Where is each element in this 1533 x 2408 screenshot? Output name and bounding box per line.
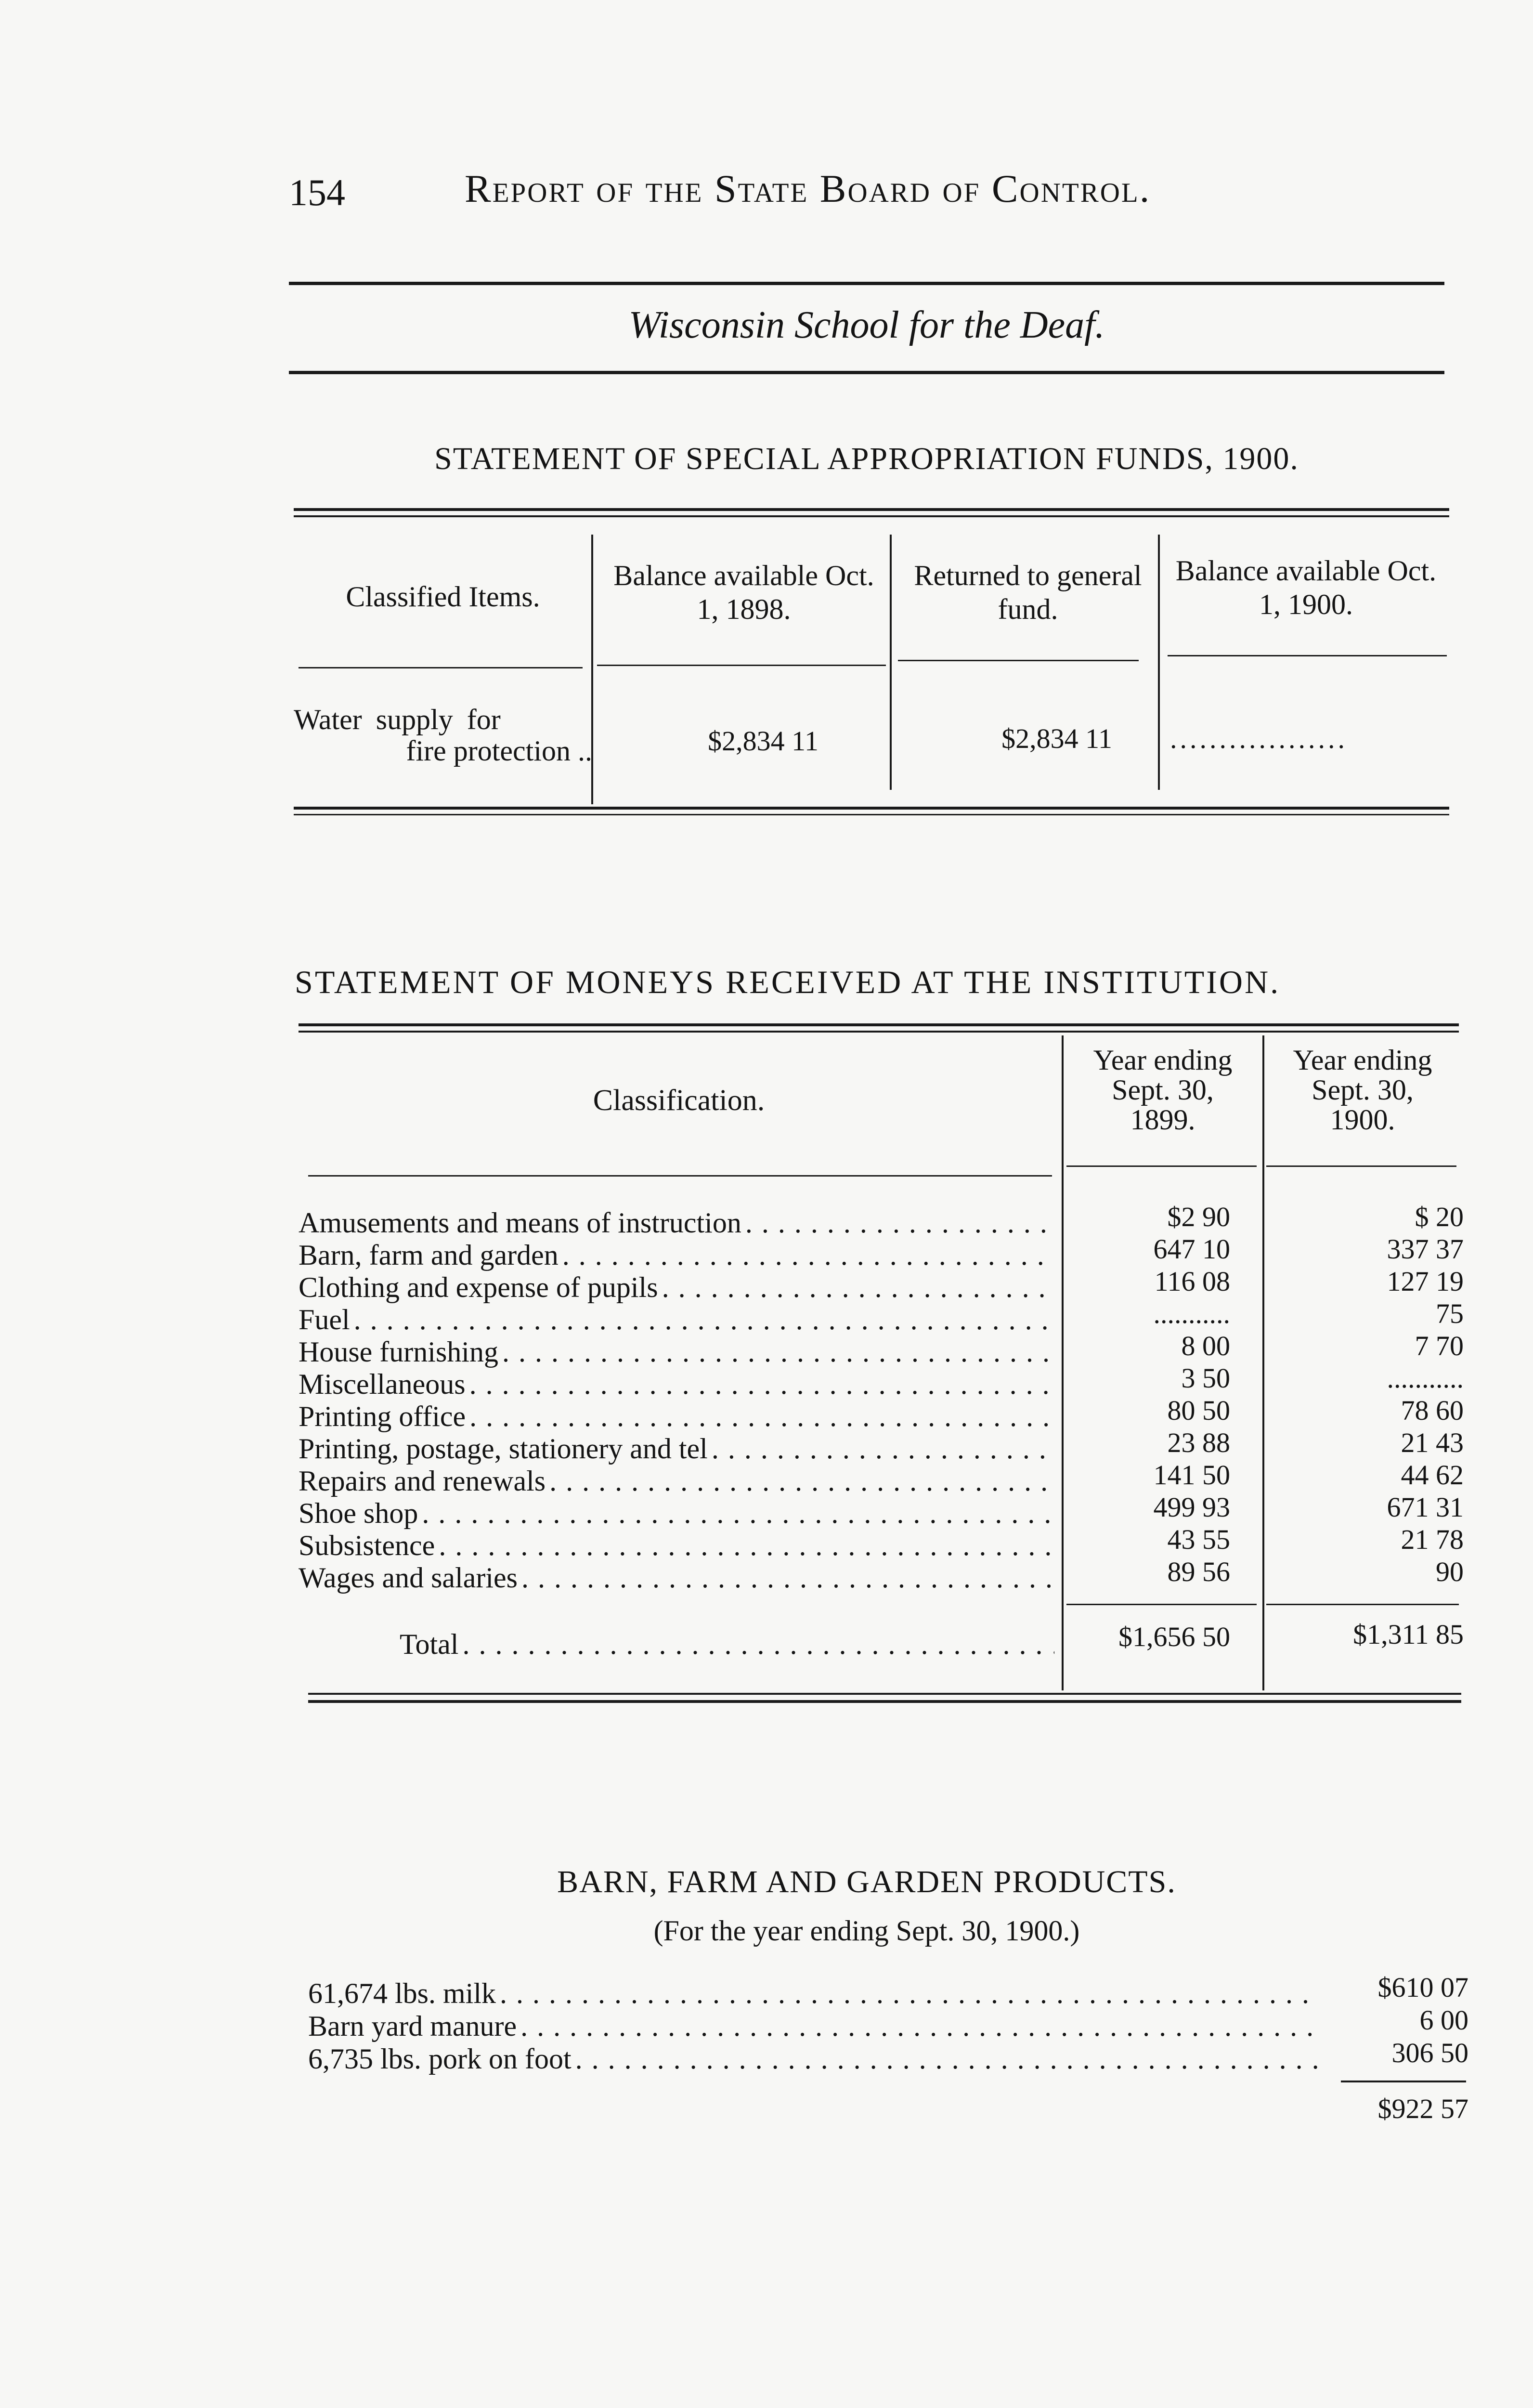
moneys-row-label: Amusements and means of instruction (299, 1207, 741, 1239)
header-rule-bottom (289, 371, 1444, 374)
barn-row-value: 6 00 (1419, 2004, 1468, 2036)
moneys-row-1900: ........... (1387, 1362, 1464, 1394)
moneys-row-1900: 75 (1436, 1298, 1464, 1329)
moneys-row-label: House furnishing (299, 1336, 498, 1368)
moneys-row (299, 1400, 1054, 1433)
barn-row-value: 306 50 (1391, 2037, 1468, 2068)
moneys-row (299, 1497, 1054, 1530)
moneys-row-label: Wages and salaries (299, 1562, 518, 1594)
moneys-row-label: Printing, postage, stationery and tel (299, 1433, 708, 1465)
col-returned: Returned to general fund. (914, 560, 1142, 625)
total-label: Total (400, 1628, 459, 1660)
item-water-supply-line1: Water supply for (294, 704, 501, 735)
moneys-row-label: Printing office (299, 1400, 466, 1432)
moneys-row-1899: 499 93 (1153, 1492, 1230, 1523)
moneys-row-label: Fuel (299, 1304, 350, 1335)
balance-1898-value: $2,834 11 (708, 725, 818, 757)
moneys-row (299, 1239, 1054, 1272)
returned-value: $2,834 11 (1001, 723, 1112, 754)
moneys-row-1899: $2 90 (1167, 1201, 1230, 1232)
moneys-row-1899: 89 56 (1167, 1556, 1230, 1587)
barn-row-label: Barn yard manure (308, 2010, 517, 2042)
moneys-row-1899: 141 50 (1153, 1459, 1230, 1491)
moneys-row-1900: 21 43 (1401, 1427, 1464, 1458)
moneys-row-1899: 43 55 (1167, 1524, 1230, 1555)
moneys-row-1900: 90 (1436, 1556, 1464, 1587)
institution-title: Wisconsin School for the Deaf. (628, 304, 1105, 346)
moneys-row-1899: 116 08 (1154, 1266, 1230, 1297)
moneys-row (299, 1465, 1054, 1498)
moneys-row-label: Shoe shop (299, 1497, 418, 1529)
moneys-row-1899: 80 50 (1167, 1395, 1230, 1426)
moneys-row-1899: 8 00 (1181, 1330, 1230, 1361)
moneys-row (299, 1271, 1054, 1304)
moneys-row-label: Miscellaneous (299, 1368, 466, 1400)
moneys-row-1899: 647 10 (1153, 1233, 1230, 1265)
moneys-row-1900: 337 37 (1387, 1233, 1464, 1265)
col-balance-1898: Balance available Oct. 1, 1898. (613, 560, 874, 625)
moneys-row (299, 1206, 1054, 1240)
moneys-total-row (400, 1628, 1054, 1661)
col-1900: Year ending Sept. 30, 1900. (1293, 1044, 1432, 1136)
moneys-row-1900: 44 62 (1401, 1459, 1464, 1491)
moneys-row-1900: 671 31 (1387, 1492, 1464, 1523)
col-1899: Year ending Sept. 30, 1899. (1093, 1044, 1233, 1136)
moneys-row-label: Clothing and expense of pupils (299, 1271, 658, 1303)
moneys-row-1900: 21 78 (1401, 1524, 1464, 1555)
col-classification: Classification. (593, 1084, 765, 1117)
total-1900: $1,311 85 (1353, 1619, 1464, 1650)
moneys-row (299, 1432, 1054, 1466)
moneys-title: STATEMENT OF MONEYS RECEIVED AT THE INSTITUTION. (295, 964, 1281, 1000)
moneys-row-1900: 7 70 (1415, 1330, 1464, 1361)
barn-sum-rule (1341, 2081, 1466, 2082)
moneys-row-1900: 127 19 (1387, 1266, 1464, 1297)
moneys-row-1899: ........... (1153, 1298, 1230, 1329)
col-classified-items: Classified Items. (346, 581, 540, 613)
moneys-row-1900: 78 60 (1401, 1395, 1464, 1426)
moneys-row (299, 1368, 1054, 1401)
moneys-row-1899: 23 88 (1167, 1427, 1230, 1458)
moneys-row-label: Repairs and renewals (299, 1465, 546, 1497)
header-rule-top (289, 282, 1444, 285)
moneys-row-1899: 3 50 (1181, 1362, 1230, 1394)
special-funds-title: STATEMENT OF SPECIAL APPROPRIATION FUNDS, 1900. (434, 441, 1299, 476)
moneys-row-1900: $ 20 (1415, 1201, 1464, 1232)
total-1899: $1,656 50 (1118, 1621, 1230, 1652)
page-number: 154 (289, 171, 345, 213)
moneys-row (299, 1561, 1054, 1595)
barn-row-value: $610 07 (1377, 1972, 1468, 2003)
moneys-row (299, 1335, 1054, 1369)
item-water-supply-line2: fire protection .. (406, 735, 592, 767)
barn-title: BARN, FARM AND GARDEN PRODUCTS. (557, 1864, 1176, 1899)
barn-row-label: 61,674 lbs. milk (308, 1977, 496, 2009)
moneys-row-label: Subsistence (299, 1530, 435, 1561)
balance-1900-value: .................. (1170, 723, 1348, 754)
moneys-row (299, 1303, 1054, 1336)
barn-row (308, 2010, 1319, 2043)
moneys-row (299, 1529, 1054, 1562)
barn-row-label: 6,735 lbs. pork on foot (308, 2043, 572, 2075)
col-balance-1900: Balance available Oct. 1, 1900. (1175, 555, 1437, 620)
moneys-row-label: Barn, farm and garden (299, 1239, 559, 1271)
barn-subtitle: (For the year ending Sept. 30, 1900.) (653, 1915, 1080, 1947)
barn-row (308, 2042, 1319, 2076)
barn-total: $922 57 (1377, 2093, 1468, 2124)
running-title: Report of the State Board of Control. (465, 167, 1151, 210)
barn-row (308, 1977, 1319, 2010)
